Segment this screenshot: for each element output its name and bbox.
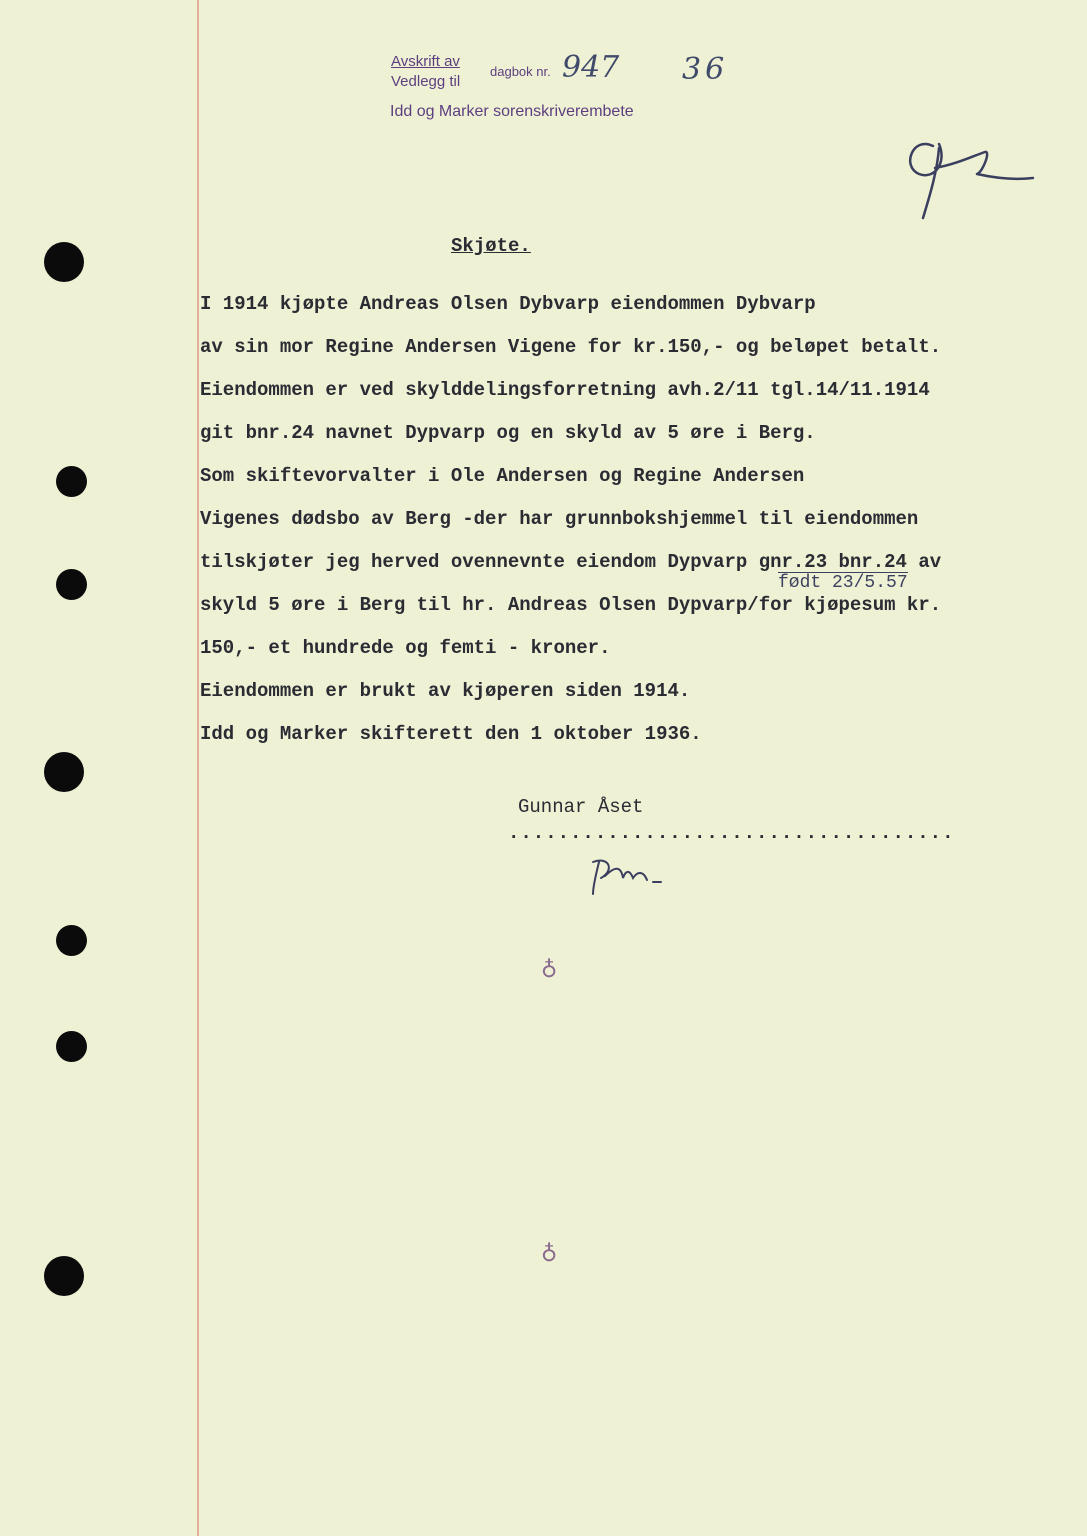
signatory-name: Gunnar Åset [518,796,644,818]
initials-signature [895,118,1040,223]
body-line: skyld 5 øre i Berg til hr. Andreas Olsen Dypvarp/for kjøpesum kr. [200,594,942,616]
body-line: av sin mor Regine Andersen Vigene for kr.150,- og beløpet betalt. [200,336,942,358]
body-line: Idd og Marker skifterett den 1 oktober 1936. [200,723,702,745]
body-line: Som skiftevorvalter i Ole Andersen og Regine Andersen [200,465,805,487]
stamp-line-1: Avskrift av [391,53,460,70]
body-line: 150,- et hundrede og femti - kroner. [200,637,611,659]
stamp-line-2: Vedlegg til [391,73,461,90]
margin-line [197,0,199,1536]
document-title: Skjøte. [451,235,531,257]
body-line: git bnr.24 navnet Dypvarp og en skyld av 5 øre i Berg. [200,422,816,444]
punch-hole [56,569,87,600]
punch-hole [44,242,84,282]
punch-hole [56,925,87,956]
stamp-office-name: Idd og Marker sorenskriverembete [390,103,634,120]
signature-dotted-line: .................................... [508,822,955,844]
handwritten-daybook-number: 947 [562,50,620,85]
body-line: tilskjøter jeg herved ovennevnte eiendom Dypvarp gnr.23 bnr.24 av [200,551,942,573]
stamp-mark-icon: ♁ [541,958,558,983]
punch-hole [44,752,84,792]
body-line: Vigenes dødsbo av Berg -der har grunnbokshjemmel til eiendommen [200,508,919,530]
body-line: Eiendommen er brukt av kjøperen siden 1914. [200,680,691,702]
body-line: I 1914 kjøpte Andreas Olsen Dybvarp eiendommen Dybvarp [200,293,816,315]
handwritten-birth-note: født 23/5.57 [778,573,908,593]
punch-hole [56,466,87,497]
punch-hole [44,1256,84,1296]
handwritten-initials [585,848,675,898]
stamp-mark-icon: ♁ [541,1242,558,1267]
punch-hole [56,1031,87,1062]
handwritten-year: 36 [682,52,729,87]
body-line: Eiendommen er ved skylddelingsforretning avh.2/11 tgl.14/11.1914 [200,379,930,401]
stamp-daybook-label: dagbok nr. [490,64,551,79]
